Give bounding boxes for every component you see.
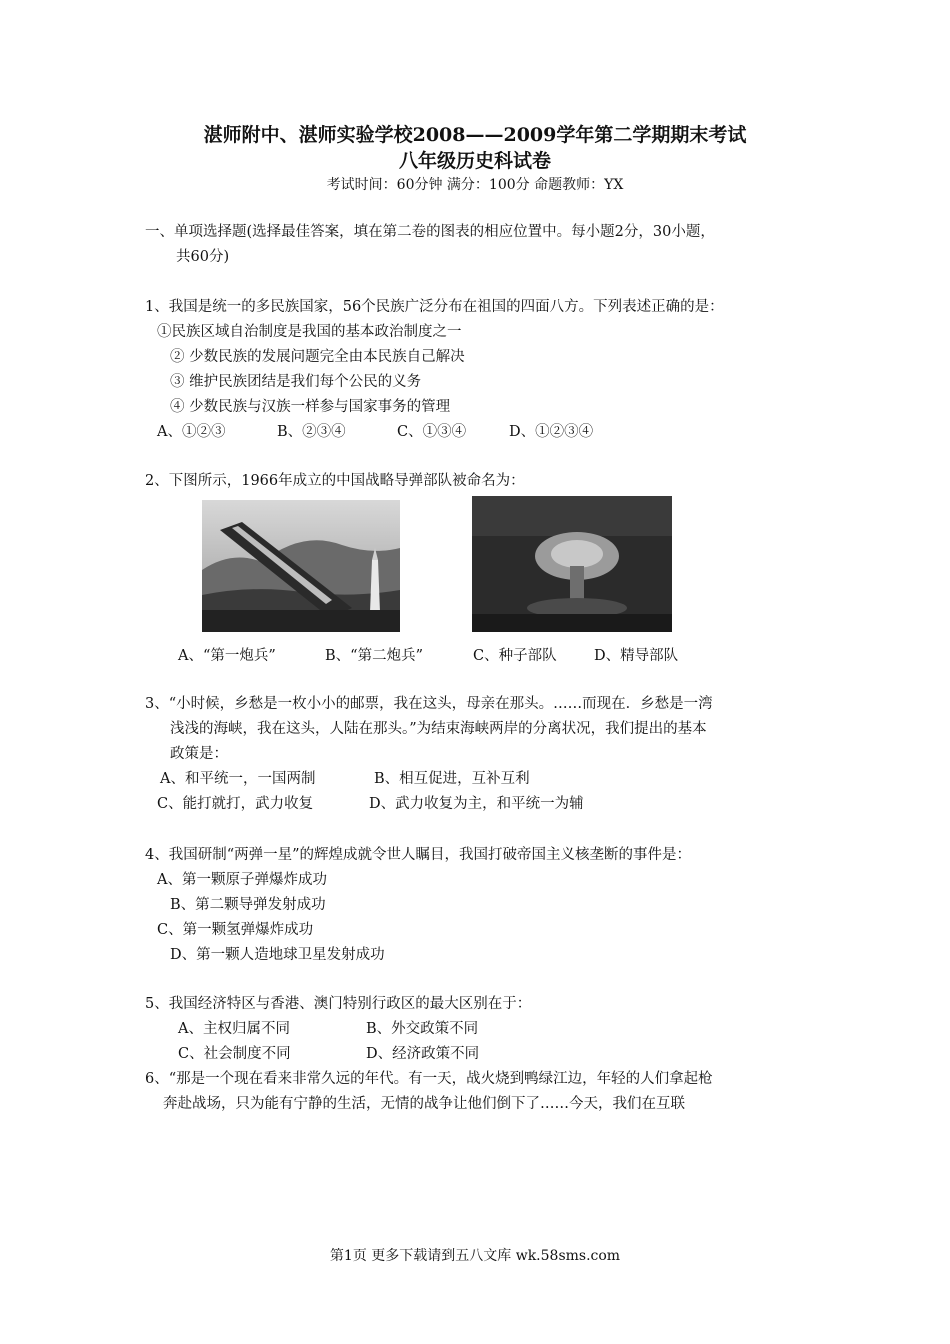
question-3-option-d: D、武力收复为主，和平统一为辅 <box>369 796 584 812</box>
section-heading-cont: 共60分) <box>176 249 230 265</box>
exam-title-line1: 湛师附中、湛师实验学校2008——2009学年第二学期期末考试 <box>203 124 747 146</box>
question-3-stem-cont: 政策是： <box>170 746 228 762</box>
question-1-stem: 1、我国是统一的多民族国家，56个民族广泛分布在祖国的四面八方。下列表述正确的是： <box>145 299 724 315</box>
question-1-statement: ② 少数民族的发展问题完全由本民族自己解决 <box>170 349 465 365</box>
question-4-option-d: D、第一颗人造地球卫星发射成功 <box>170 947 385 963</box>
question-5-option-b: B、外交政策不同 <box>366 1021 479 1037</box>
question-3-option-c: C、能打就打，武力收复 <box>157 796 314 812</box>
question-3-stem-cont: 浅浅的海峡，我在这头，人陆在那头。”为结束海峡两岸的分离状况，我们提出的基本 <box>170 721 707 737</box>
exam-title-line2: 八年级历史科试卷 <box>398 150 551 172</box>
question-5-option-c: C、社会制度不同 <box>178 1046 291 1062</box>
question-5-option-d: D、经济政策不同 <box>366 1046 480 1062</box>
missile-launch-photo <box>202 500 400 632</box>
question-3-option-b: B、相互促进，互补互利 <box>374 771 530 787</box>
page-footer: 第1页 更多下载请到五八文库 wk.58sms.com <box>329 1248 621 1264</box>
question-1-option-c: C、①③④ <box>397 424 467 440</box>
question-2-option-c: C、种子部队 <box>473 648 557 664</box>
question-2-option-a: A、“第一炮兵” <box>178 648 276 664</box>
question-6-stem: 6、“那是一个现在看来非常久远的年代。有一天，战火烧到鸭绿江边，年轻的人们拿起枪 <box>145 1071 713 1087</box>
question-4-option-b: B、第二颗导弹发射成功 <box>170 897 326 913</box>
question-3-stem: 3、“小时候，乡愁是一枚小小的邮票，我在这头，母亲在那头。……而现在．乡愁是一湾 <box>145 696 713 712</box>
question-2-option-d: D、精导部队 <box>594 648 679 664</box>
question-5-option-a: A、主权归属不同 <box>178 1021 290 1037</box>
question-1-statement: ④ 少数民族与汉族一样参与国家事务的管理 <box>170 399 451 415</box>
nuclear-explosion-photo <box>472 496 672 632</box>
section-heading: 一、单项选择题(选择最佳答案，填在第二卷的图表的相应位置中。每小题2分，30小题， <box>145 224 715 240</box>
question-4-option-a: A、第一颗原子弹爆炸成功 <box>157 872 327 888</box>
question-1-statement: ①民族区域自治制度是我国的基本政治制度之一 <box>157 324 462 340</box>
exam-info: 考试时间：60分钟 满分：100分 命题教师：YX <box>326 177 624 193</box>
question-1-statement: ③ 维护民族团结是我们每个公民的义务 <box>170 374 422 390</box>
question-4-option-c: C、第一颗氢弹爆炸成功 <box>157 922 314 938</box>
question-1-option-a: A、①②③ <box>157 424 226 440</box>
question-3-option-a: A、和平统一，一国两制 <box>160 771 316 787</box>
question-6-stem-cont: 奔赴战场，只为能有宁静的生活，无情的战争让他们倒下了……今天，我们在互联 <box>163 1096 685 1112</box>
question-2-option-b: B、“第二炮兵” <box>325 648 423 664</box>
question-4-stem: 4、我国研制“两弹一星”的辉煌成就令世人瞩目，我国打破帝国主义核垄断的事件是： <box>145 847 692 863</box>
question-1-option-b: B、②③④ <box>277 424 346 440</box>
question-5-stem: 5、我国经济特区与香港、澳门特别行政区的最大区别在于： <box>145 996 532 1012</box>
question-1-option-d: D、①②③④ <box>509 424 594 440</box>
question-2-stem: 2、下图所示，1966年成立的中国战略导弹部队被命名为： <box>145 473 525 489</box>
